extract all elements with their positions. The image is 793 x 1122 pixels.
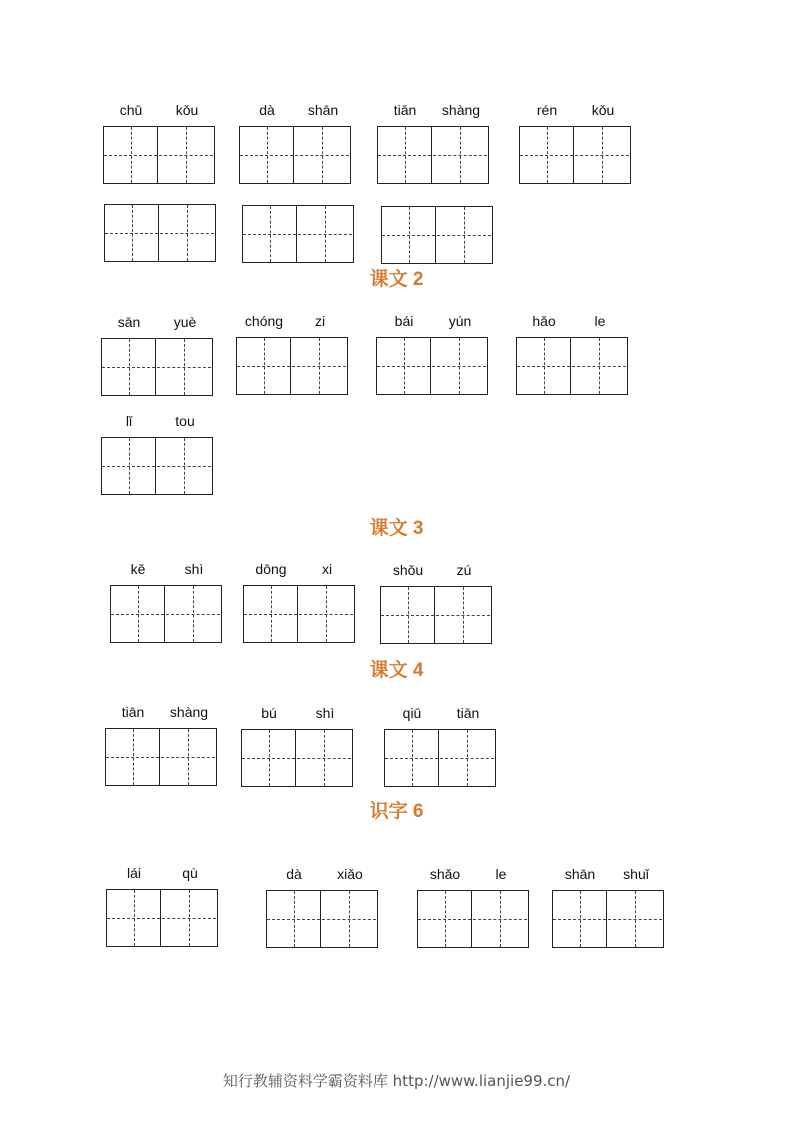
tianzige-box[interactable] — [376, 337, 488, 395]
writing-cell[interactable] — [267, 891, 321, 947]
pinyin-row — [516, 311, 628, 331]
pinyin-left: chū — [119, 102, 143, 118]
section-title: 课文 4 — [369, 660, 424, 681]
pinyin-left: hǎo — [532, 313, 556, 329]
writing-cell[interactable] — [104, 127, 158, 183]
pinyin-left: sān — [117, 314, 141, 330]
tianzige-box[interactable] — [239, 126, 351, 184]
pinyin-row — [236, 311, 348, 331]
writing-cell[interactable] — [106, 729, 160, 785]
pinyin-row — [101, 312, 213, 332]
writing-cell[interactable] — [242, 730, 296, 786]
writing-cell[interactable] — [437, 207, 491, 263]
writing-cell[interactable] — [298, 206, 352, 262]
pinyin-right: le — [495, 866, 507, 882]
pinyin-row — [376, 311, 488, 331]
pinyin-right: kǒu — [175, 102, 199, 118]
writing-cell[interactable] — [105, 205, 159, 261]
writing-cell[interactable] — [162, 890, 216, 946]
writing-cell[interactable] — [608, 891, 662, 947]
writing-cell[interactable] — [572, 338, 626, 394]
pinyin-left: bú — [261, 705, 277, 721]
pinyin-row — [105, 702, 217, 722]
pinyin-row — [243, 559, 355, 579]
tianzige-box[interactable] — [516, 337, 628, 395]
writing-cell[interactable] — [166, 586, 220, 642]
pinyin-left: shǒu — [392, 562, 424, 578]
writing-cell[interactable] — [160, 205, 214, 261]
pinyin-right: shān — [307, 102, 339, 118]
tianzige-box[interactable] — [101, 338, 213, 396]
tianzige-box[interactable] — [519, 126, 631, 184]
pinyin-right: shàng — [169, 704, 209, 720]
writing-cell[interactable] — [381, 587, 435, 643]
section-title: 课文 2 — [369, 269, 424, 290]
pinyin-row — [242, 179, 354, 199]
pinyin-left: bái — [394, 313, 414, 329]
writing-cell[interactable] — [157, 438, 211, 494]
writing-cell[interactable] — [297, 730, 351, 786]
pinyin-left: rén — [536, 102, 558, 118]
writing-cell[interactable] — [517, 338, 571, 394]
pinyin-right: shuǐ — [623, 866, 649, 882]
pinyin-left: lǐ — [125, 413, 133, 429]
pinyin-row — [266, 864, 378, 884]
pinyin-right: xi — [321, 561, 333, 577]
pinyin-row — [101, 411, 213, 431]
writing-cell[interactable] — [520, 127, 574, 183]
pinyin-row — [377, 100, 489, 120]
tianzige-box[interactable] — [236, 337, 348, 395]
writing-cell[interactable] — [322, 891, 376, 947]
pinyin-row — [103, 100, 215, 120]
tianzige-box[interactable] — [101, 437, 213, 495]
writing-cell[interactable] — [244, 586, 298, 642]
tianzige-box[interactable] — [242, 205, 354, 263]
tianzige-box[interactable] — [105, 728, 217, 786]
pinyin-right: tou — [175, 413, 195, 429]
tianzige-box[interactable] — [380, 586, 492, 644]
pinyin-left: dà — [259, 102, 275, 118]
tianzige-box[interactable] — [243, 585, 355, 643]
pinyin-row — [241, 703, 353, 723]
writing-cell[interactable] — [378, 127, 432, 183]
pinyin-row — [106, 863, 218, 883]
pinyin-left: tiān — [121, 704, 145, 720]
pinyin-right: le — [594, 313, 606, 329]
writing-cell[interactable] — [107, 890, 161, 946]
writing-cell[interactable] — [433, 127, 487, 183]
writing-cell[interactable] — [440, 730, 494, 786]
pinyin-left: kě — [130, 561, 146, 577]
writing-cell[interactable] — [575, 127, 629, 183]
tianzige-box[interactable] — [417, 890, 529, 948]
tianzige-box[interactable] — [241, 729, 353, 787]
section-title: 识字 6 — [369, 801, 424, 822]
writing-cell[interactable] — [418, 891, 472, 947]
pinyin-left: qiū — [402, 705, 422, 721]
tianzige-box[interactable] — [266, 890, 378, 948]
writing-cell[interactable] — [295, 127, 349, 183]
pinyin-row — [384, 703, 496, 723]
pinyin-left: dà — [286, 866, 302, 882]
pinyin-row — [110, 559, 222, 579]
pinyin-right: shì — [315, 705, 335, 721]
pinyin-row — [552, 864, 664, 884]
pinyin-right: qù — [182, 865, 198, 881]
tianzige-box[interactable] — [552, 890, 664, 948]
pinyin-left: chóng — [244, 313, 284, 329]
pinyin-right: yuè — [173, 314, 197, 330]
writing-cell[interactable] — [299, 586, 353, 642]
writing-cell[interactable] — [102, 339, 156, 395]
writing-cell[interactable] — [237, 338, 291, 394]
writing-cell[interactable] — [385, 730, 439, 786]
section-title: 课文 3 — [369, 518, 424, 539]
pinyin-left: tiān — [393, 102, 417, 118]
pinyin-right: tiān — [456, 705, 480, 721]
pinyin-row — [381, 180, 493, 200]
writing-cell[interactable] — [436, 587, 490, 643]
writing-cell[interactable] — [111, 586, 165, 642]
pinyin-right: zú — [456, 562, 472, 578]
tianzige-box[interactable] — [106, 889, 218, 947]
tianzige-box[interactable] — [377, 126, 489, 184]
writing-cell[interactable] — [157, 339, 211, 395]
writing-cell[interactable] — [240, 127, 294, 183]
pinyin-right: shì — [184, 561, 204, 577]
pinyin-row — [417, 864, 529, 884]
pinyin-right: shàng — [441, 102, 481, 118]
pinyin-row — [104, 178, 216, 198]
writing-cell[interactable] — [159, 127, 213, 183]
writing-cell[interactable] — [432, 338, 486, 394]
writing-cell[interactable] — [553, 891, 607, 947]
writing-cell[interactable] — [473, 891, 527, 947]
pinyin-right: yún — [448, 313, 472, 329]
pinyin-left: lái — [126, 865, 141, 881]
pinyin-row — [380, 560, 492, 580]
pinyin-right: xiǎo — [337, 866, 363, 882]
tianzige-box[interactable] — [381, 206, 493, 264]
pinyin-row — [239, 100, 351, 120]
footer-watermark: 知行教辅资料学霸资料库 http://www.lianjie99.cn/ — [222, 1072, 571, 1090]
writing-cell[interactable] — [377, 338, 431, 394]
pinyin-left: shǎo — [429, 866, 461, 882]
pinyin-right: kǒu — [591, 102, 615, 118]
writing-cell[interactable] — [243, 206, 297, 262]
writing-cell[interactable] — [161, 729, 215, 785]
pinyin-right: zi — [314, 313, 326, 329]
tianzige-box[interactable] — [110, 585, 222, 643]
writing-cell[interactable] — [382, 207, 436, 263]
writing-cell[interactable] — [292, 338, 346, 394]
pinyin-row — [519, 100, 631, 120]
pinyin-left: shān — [564, 866, 596, 882]
writing-cell[interactable] — [102, 438, 156, 494]
tianzige-box[interactable] — [103, 126, 215, 184]
tianzige-box[interactable] — [384, 729, 496, 787]
pinyin-left: dōng — [255, 561, 287, 577]
tianzige-box[interactable] — [104, 204, 216, 262]
